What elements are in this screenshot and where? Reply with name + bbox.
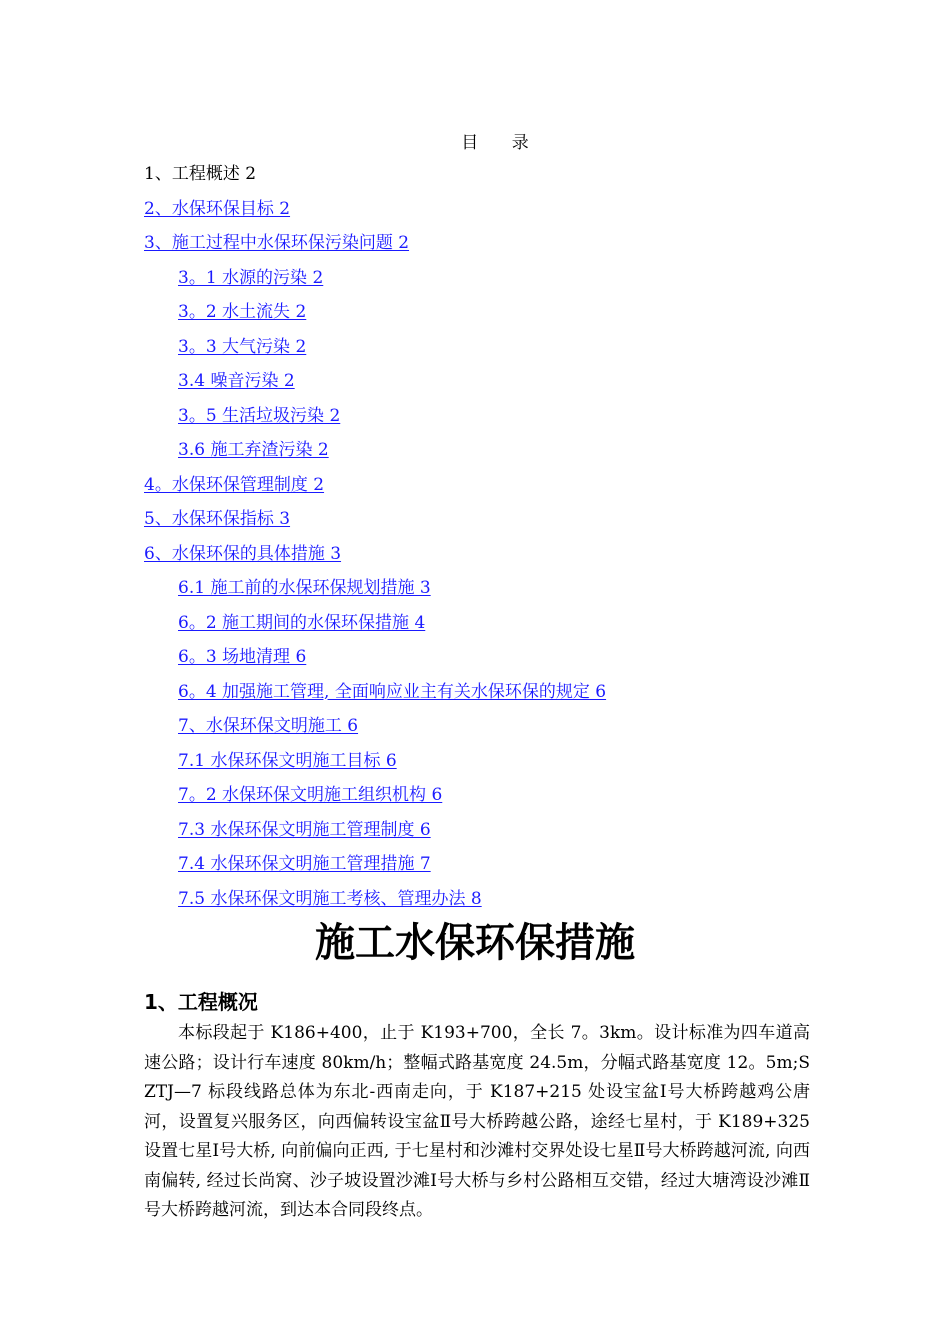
toc-link[interactable]: 7.1 水保环保文明施工目标 6 bbox=[178, 750, 397, 771]
toc-item-2[interactable] bbox=[144, 195, 844, 230]
toc-item-6-2[interactable] bbox=[144, 609, 844, 644]
toc-item-6-3[interactable] bbox=[144, 643, 844, 678]
toc-item-3-6[interactable] bbox=[144, 436, 844, 471]
section-heading: 1、工程概况 bbox=[144, 990, 258, 1014]
toc-link[interactable]: 7.5 水保环保文明施工考核、管理办法 8 bbox=[178, 888, 482, 909]
toc-item-4[interactable] bbox=[144, 471, 844, 506]
toc-item-7-1[interactable] bbox=[144, 747, 844, 782]
toc-link[interactable]: 6。3 场地清理 6 bbox=[178, 647, 307, 667]
toc-link[interactable]: 7、水保环保文明施工 6 bbox=[178, 716, 359, 736]
toc-item-3[interactable] bbox=[144, 229, 844, 264]
toc-link[interactable]: 6。2 施工期间的水保环保措施 4 bbox=[178, 612, 426, 633]
toc-item-5[interactable] bbox=[144, 505, 844, 540]
toc-link[interactable]: 4。水保环保管理制度 2 bbox=[144, 474, 325, 495]
toc-item-6-1[interactable] bbox=[144, 574, 844, 609]
toc-item-3-4[interactable] bbox=[144, 367, 844, 402]
toc-item-7[interactable] bbox=[144, 712, 844, 747]
toc-item-7-2[interactable] bbox=[144, 781, 844, 816]
body-paragraph: 本标段起于 K186+400，止于 K193+700，全长 7。3km。设计标准为四车道高速公路；设计行车速度 80km/h；整幅式路基宽度 24.5m，分幅式路基宽度 12。5m;SZTJ—7 标段线路总体为东北-西南走向，于 K187+215 处设宝盆Ⅰ号大桥跨越鸡公唐河，设置复兴服务区，向西偏转设宝盆Ⅱ号大桥跨越公路，途经七星村，于 K189+325 设置七星Ⅰ号大桥, 向前偏向正西, 于七星村和沙滩村交界处设七星Ⅱ号大桥跨越河流, 向西南偏转, 经过长尚窝、沙子坡设置沙滩Ⅰ号大桥与乡村公路相互交错，经过大塘湾设沙滩Ⅱ号大桥跨越河流，到达本合同段终点。 bbox=[144, 1023, 810, 1220]
toc-link[interactable]: 3。3 大气污染 2 bbox=[178, 336, 307, 357]
toc-link[interactable]: 7.4 水保环保文明施工管理措施 7 bbox=[178, 854, 431, 874]
toc-item-1[interactable] bbox=[144, 160, 844, 195]
toc-item-7-4[interactable] bbox=[144, 850, 844, 885]
toc-link[interactable]: 3。5 生活垃圾污染 2 bbox=[178, 405, 341, 426]
toc-item-6-4[interactable] bbox=[144, 678, 844, 713]
toc-link[interactable]: 5、水保环保指标 3 bbox=[144, 509, 291, 529]
toc-link[interactable]: 3、施工过程中水保环保污染问题 2 bbox=[144, 233, 410, 253]
toc-item-3-3[interactable] bbox=[144, 333, 844, 368]
toc-link[interactable]: 3.6 施工弃渣污染 2 bbox=[178, 440, 329, 460]
toc-link[interactable]: 3.4 噪音污染 2 bbox=[178, 371, 295, 391]
toc-link[interactable]: 6、水保环保的具体措施 3 bbox=[144, 543, 342, 564]
toc-link[interactable]: 1、工程概述 2 bbox=[144, 164, 257, 184]
toc-item-7-3[interactable] bbox=[144, 816, 844, 851]
toc-item-3-5[interactable] bbox=[144, 402, 844, 437]
toc-title: 目 录 bbox=[461, 133, 543, 153]
toc-item-3-1[interactable] bbox=[144, 264, 844, 299]
toc-link[interactable]: 7。2 水保环保文明施工组织机构 6 bbox=[178, 785, 443, 805]
toc-item-3-2[interactable] bbox=[144, 298, 844, 333]
toc-link[interactable]: 2、水保环保目标 2 bbox=[144, 198, 291, 219]
toc-link[interactable]: 6.1 施工前的水保环保规划措施 3 bbox=[178, 578, 431, 598]
toc-link[interactable]: 6。4 加强施工管理, 全面响应业主有关水保环保的规定 6 bbox=[178, 681, 607, 702]
toc-link[interactable]: 3。2 水土流失 2 bbox=[178, 302, 307, 322]
document-title: 施工水保环保措施 bbox=[315, 920, 635, 966]
toc-link[interactable]: 3。1 水源的污染 2 bbox=[178, 267, 324, 288]
toc-item-6[interactable] bbox=[144, 540, 844, 575]
table-of-contents bbox=[144, 160, 844, 919]
toc-link[interactable]: 7.3 水保环保文明施工管理制度 6 bbox=[178, 819, 431, 840]
